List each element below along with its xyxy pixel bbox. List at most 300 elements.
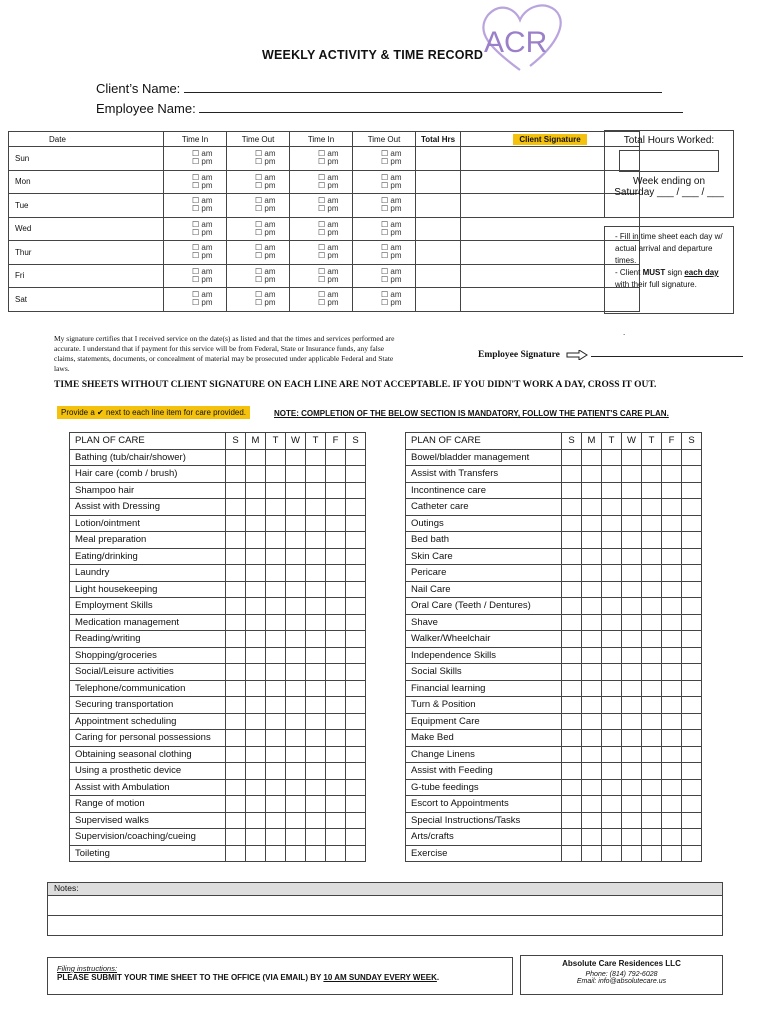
care-check-cell[interactable] xyxy=(226,466,246,483)
care-check-cell[interactable] xyxy=(622,812,642,829)
am-checkbox[interactable]: ☐ am xyxy=(192,172,213,182)
total-hrs-cell[interactable] xyxy=(416,194,461,218)
care-check-cell[interactable] xyxy=(642,812,662,829)
time-cell[interactable] xyxy=(164,170,227,194)
care-check-cell[interactable] xyxy=(246,746,266,763)
am-checkbox[interactable]: ☐ am xyxy=(381,219,402,229)
care-check-cell[interactable] xyxy=(306,647,326,664)
care-check-cell[interactable] xyxy=(266,598,286,615)
care-check-cell[interactable] xyxy=(246,697,266,714)
care-check-cell[interactable] xyxy=(326,812,346,829)
care-check-cell[interactable] xyxy=(582,614,602,631)
care-check-cell[interactable] xyxy=(346,664,366,681)
care-check-cell[interactable] xyxy=(346,647,366,664)
time-cell[interactable] xyxy=(353,288,416,312)
care-check-cell[interactable] xyxy=(622,515,642,532)
care-check-cell[interactable] xyxy=(602,532,622,549)
care-check-cell[interactable] xyxy=(346,746,366,763)
care-check-cell[interactable] xyxy=(682,614,702,631)
care-check-cell[interactable] xyxy=(562,449,582,466)
care-check-cell[interactable] xyxy=(602,680,622,697)
care-check-cell[interactable] xyxy=(662,449,682,466)
time-cell[interactable] xyxy=(164,194,227,218)
care-check-cell[interactable] xyxy=(682,466,702,483)
care-check-cell[interactable] xyxy=(326,829,346,846)
time-cell[interactable] xyxy=(353,217,416,241)
care-check-cell[interactable] xyxy=(226,532,246,549)
care-check-cell[interactable] xyxy=(562,812,582,829)
pm-checkbox[interactable]: ☐ pm xyxy=(255,298,276,308)
care-check-cell[interactable] xyxy=(246,482,266,499)
care-check-cell[interactable] xyxy=(346,548,366,565)
care-check-cell[interactable] xyxy=(662,680,682,697)
care-check-cell[interactable] xyxy=(326,499,346,516)
care-check-cell[interactable] xyxy=(662,532,682,549)
care-check-cell[interactable] xyxy=(266,449,286,466)
care-check-cell[interactable] xyxy=(562,730,582,747)
care-check-cell[interactable] xyxy=(226,565,246,582)
care-check-cell[interactable] xyxy=(622,730,642,747)
time-cell[interactable] xyxy=(164,264,227,288)
care-check-cell[interactable] xyxy=(326,482,346,499)
care-check-cell[interactable] xyxy=(622,548,642,565)
pm-checkbox[interactable]: ☐ pm xyxy=(192,251,213,261)
care-check-cell[interactable] xyxy=(642,680,662,697)
care-check-cell[interactable] xyxy=(562,845,582,862)
care-check-cell[interactable] xyxy=(682,680,702,697)
care-check-cell[interactable] xyxy=(642,449,662,466)
care-check-cell[interactable] xyxy=(622,499,642,516)
care-check-cell[interactable] xyxy=(226,482,246,499)
time-cell[interactable] xyxy=(227,217,290,241)
care-check-cell[interactable] xyxy=(582,664,602,681)
care-check-cell[interactable] xyxy=(346,515,366,532)
pm-checkbox[interactable]: ☐ pm xyxy=(381,298,402,308)
care-check-cell[interactable] xyxy=(642,466,662,483)
care-check-cell[interactable] xyxy=(246,532,266,549)
care-check-cell[interactable] xyxy=(306,581,326,598)
care-check-cell[interactable] xyxy=(326,779,346,796)
care-check-cell[interactable] xyxy=(682,730,702,747)
care-check-cell[interactable] xyxy=(266,614,286,631)
care-check-cell[interactable] xyxy=(286,548,306,565)
care-check-cell[interactable] xyxy=(346,713,366,730)
care-check-cell[interactable] xyxy=(602,449,622,466)
total-hrs-cell[interactable] xyxy=(416,241,461,265)
care-check-cell[interactable] xyxy=(642,548,662,565)
care-check-cell[interactable] xyxy=(326,763,346,780)
time-cell[interactable] xyxy=(353,264,416,288)
care-check-cell[interactable] xyxy=(266,779,286,796)
care-check-cell[interactable] xyxy=(326,845,346,862)
time-cell[interactable] xyxy=(353,170,416,194)
time-cell[interactable] xyxy=(164,217,227,241)
care-check-cell[interactable] xyxy=(562,763,582,780)
pm-checkbox[interactable]: ☐ pm xyxy=(318,180,339,190)
care-check-cell[interactable] xyxy=(662,713,682,730)
care-check-cell[interactable] xyxy=(582,499,602,516)
care-check-cell[interactable] xyxy=(662,812,682,829)
care-check-cell[interactable] xyxy=(246,515,266,532)
am-checkbox[interactable]: ☐ am xyxy=(255,172,276,182)
care-check-cell[interactable] xyxy=(602,845,622,862)
care-check-cell[interactable] xyxy=(226,598,246,615)
total-hrs-cell[interactable] xyxy=(416,147,461,171)
care-check-cell[interactable] xyxy=(306,499,326,516)
care-check-cell[interactable] xyxy=(326,565,346,582)
care-check-cell[interactable] xyxy=(346,730,366,747)
care-check-cell[interactable] xyxy=(562,482,582,499)
care-check-cell[interactable] xyxy=(582,829,602,846)
care-check-cell[interactable] xyxy=(226,581,246,598)
care-check-cell[interactable] xyxy=(226,647,246,664)
care-check-cell[interactable] xyxy=(326,581,346,598)
pm-checkbox[interactable]: ☐ pm xyxy=(192,180,213,190)
care-check-cell[interactable] xyxy=(306,730,326,747)
care-check-cell[interactable] xyxy=(682,499,702,516)
care-check-cell[interactable] xyxy=(326,614,346,631)
care-check-cell[interactable] xyxy=(226,680,246,697)
care-check-cell[interactable] xyxy=(582,482,602,499)
care-check-cell[interactable] xyxy=(326,515,346,532)
time-cell[interactable] xyxy=(290,170,353,194)
care-check-cell[interactable] xyxy=(226,779,246,796)
care-check-cell[interactable] xyxy=(642,482,662,499)
care-check-cell[interactable] xyxy=(326,713,346,730)
care-check-cell[interactable] xyxy=(642,614,662,631)
time-cell[interactable] xyxy=(164,288,227,312)
care-check-cell[interactable] xyxy=(246,614,266,631)
care-check-cell[interactable] xyxy=(642,713,662,730)
care-check-cell[interactable] xyxy=(226,845,246,862)
time-cell[interactable] xyxy=(227,288,290,312)
care-check-cell[interactable] xyxy=(286,482,306,499)
care-check-cell[interactable] xyxy=(246,763,266,780)
care-check-cell[interactable] xyxy=(602,515,622,532)
care-check-cell[interactable] xyxy=(286,647,306,664)
care-check-cell[interactable] xyxy=(662,697,682,714)
care-check-cell[interactable] xyxy=(582,631,602,648)
care-check-cell[interactable] xyxy=(246,796,266,813)
time-cell[interactable] xyxy=(290,241,353,265)
care-check-cell[interactable] xyxy=(622,581,642,598)
care-check-cell[interactable] xyxy=(642,581,662,598)
care-check-cell[interactable] xyxy=(622,449,642,466)
care-check-cell[interactable] xyxy=(682,812,702,829)
care-check-cell[interactable] xyxy=(662,664,682,681)
care-check-cell[interactable] xyxy=(602,697,622,714)
care-check-cell[interactable] xyxy=(682,532,702,549)
care-check-cell[interactable] xyxy=(682,779,702,796)
time-cell[interactable] xyxy=(290,194,353,218)
care-check-cell[interactable] xyxy=(306,697,326,714)
am-checkbox[interactable]: ☐ am xyxy=(318,149,339,159)
am-checkbox[interactable]: ☐ am xyxy=(318,196,339,206)
care-check-cell[interactable] xyxy=(246,499,266,516)
care-check-cell[interactable] xyxy=(306,466,326,483)
care-check-cell[interactable] xyxy=(266,664,286,681)
care-check-cell[interactable] xyxy=(582,647,602,664)
care-check-cell[interactable] xyxy=(246,631,266,648)
care-check-cell[interactable] xyxy=(266,730,286,747)
time-cell[interactable] xyxy=(290,147,353,171)
care-check-cell[interactable] xyxy=(306,746,326,763)
care-check-cell[interactable] xyxy=(582,746,602,763)
care-check-cell[interactable] xyxy=(306,812,326,829)
pm-checkbox[interactable]: ☐ pm xyxy=(381,251,402,261)
care-check-cell[interactable] xyxy=(266,680,286,697)
saturday-date-field[interactable]: Saturday ___ / ___ / ___ xyxy=(614,187,724,198)
pm-checkbox[interactable]: ☐ pm xyxy=(255,157,276,167)
pm-checkbox[interactable]: ☐ pm xyxy=(255,204,276,214)
care-check-cell[interactable] xyxy=(562,515,582,532)
pm-checkbox[interactable]: ☐ pm xyxy=(381,157,402,167)
care-check-cell[interactable] xyxy=(246,581,266,598)
care-check-cell[interactable] xyxy=(662,763,682,780)
care-check-cell[interactable] xyxy=(582,565,602,582)
care-check-cell[interactable] xyxy=(346,581,366,598)
care-check-cell[interactable] xyxy=(682,598,702,615)
care-check-cell[interactable] xyxy=(306,598,326,615)
care-check-cell[interactable] xyxy=(326,631,346,648)
care-check-cell[interactable] xyxy=(682,713,702,730)
care-check-cell[interactable] xyxy=(286,829,306,846)
pm-checkbox[interactable]: ☐ pm xyxy=(192,227,213,237)
care-check-cell[interactable] xyxy=(562,697,582,714)
care-check-cell[interactable] xyxy=(326,548,346,565)
care-check-cell[interactable] xyxy=(562,647,582,664)
care-check-cell[interactable] xyxy=(682,796,702,813)
pm-checkbox[interactable]: ☐ pm xyxy=(192,274,213,284)
care-check-cell[interactable] xyxy=(662,515,682,532)
care-check-cell[interactable] xyxy=(642,631,662,648)
care-check-cell[interactable] xyxy=(226,548,246,565)
care-check-cell[interactable] xyxy=(682,829,702,846)
care-check-cell[interactable] xyxy=(622,697,642,714)
care-check-cell[interactable] xyxy=(602,664,622,681)
care-check-cell[interactable] xyxy=(266,746,286,763)
care-check-cell[interactable] xyxy=(682,631,702,648)
am-checkbox[interactable]: ☐ am xyxy=(255,149,276,159)
care-check-cell[interactable] xyxy=(582,845,602,862)
am-checkbox[interactable]: ☐ am xyxy=(381,290,402,300)
care-check-cell[interactable] xyxy=(582,779,602,796)
care-check-cell[interactable] xyxy=(602,730,622,747)
care-check-cell[interactable] xyxy=(662,829,682,846)
care-check-cell[interactable] xyxy=(642,796,662,813)
care-check-cell[interactable] xyxy=(266,631,286,648)
care-check-cell[interactable] xyxy=(326,449,346,466)
care-check-cell[interactable] xyxy=(622,796,642,813)
care-check-cell[interactable] xyxy=(562,581,582,598)
care-check-cell[interactable] xyxy=(286,466,306,483)
care-check-cell[interactable] xyxy=(662,581,682,598)
care-check-cell[interactable] xyxy=(286,680,306,697)
care-check-cell[interactable] xyxy=(246,466,266,483)
care-check-cell[interactable] xyxy=(602,713,622,730)
care-check-cell[interactable] xyxy=(246,449,266,466)
care-check-cell[interactable] xyxy=(682,515,702,532)
care-check-cell[interactable] xyxy=(602,598,622,615)
care-check-cell[interactable] xyxy=(662,845,682,862)
care-check-cell[interactable] xyxy=(346,680,366,697)
care-check-cell[interactable] xyxy=(286,614,306,631)
time-cell[interactable] xyxy=(353,147,416,171)
pm-checkbox[interactable]: ☐ pm xyxy=(318,157,339,167)
care-check-cell[interactable] xyxy=(682,697,702,714)
care-check-cell[interactable] xyxy=(346,614,366,631)
care-check-cell[interactable] xyxy=(226,664,246,681)
care-check-cell[interactable] xyxy=(562,779,582,796)
care-check-cell[interactable] xyxy=(326,680,346,697)
care-check-cell[interactable] xyxy=(306,515,326,532)
care-check-cell[interactable] xyxy=(286,763,306,780)
care-check-cell[interactable] xyxy=(286,532,306,549)
care-check-cell[interactable] xyxy=(306,796,326,813)
care-check-cell[interactable] xyxy=(226,812,246,829)
care-check-cell[interactable] xyxy=(326,746,346,763)
care-check-cell[interactable] xyxy=(582,466,602,483)
care-check-cell[interactable] xyxy=(326,697,346,714)
care-check-cell[interactable] xyxy=(562,796,582,813)
care-check-cell[interactable] xyxy=(642,845,662,862)
care-check-cell[interactable] xyxy=(266,565,286,582)
care-check-cell[interactable] xyxy=(582,532,602,549)
care-check-cell[interactable] xyxy=(602,614,622,631)
am-checkbox[interactable]: ☐ am xyxy=(192,196,213,206)
care-check-cell[interactable] xyxy=(346,532,366,549)
am-checkbox[interactable]: ☐ am xyxy=(192,290,213,300)
care-check-cell[interactable] xyxy=(662,779,682,796)
care-check-cell[interactable] xyxy=(662,614,682,631)
care-check-cell[interactable] xyxy=(622,565,642,582)
care-check-cell[interactable] xyxy=(266,515,286,532)
care-check-cell[interactable] xyxy=(562,713,582,730)
care-check-cell[interactable] xyxy=(266,499,286,516)
care-check-cell[interactable] xyxy=(582,730,602,747)
care-check-cell[interactable] xyxy=(266,713,286,730)
pm-checkbox[interactable]: ☐ pm xyxy=(381,274,402,284)
pm-checkbox[interactable]: ☐ pm xyxy=(381,180,402,190)
pm-checkbox[interactable]: ☐ pm xyxy=(255,227,276,237)
total-hrs-cell[interactable] xyxy=(416,170,461,194)
care-check-cell[interactable] xyxy=(642,763,662,780)
care-check-cell[interactable] xyxy=(286,598,306,615)
employee-name-field[interactable] xyxy=(199,100,683,113)
pm-checkbox[interactable]: ☐ pm xyxy=(318,251,339,261)
care-check-cell[interactable] xyxy=(246,598,266,615)
care-check-cell[interactable] xyxy=(326,598,346,615)
pm-checkbox[interactable]: ☐ pm xyxy=(192,157,213,167)
am-checkbox[interactable]: ☐ am xyxy=(318,172,339,182)
care-check-cell[interactable] xyxy=(622,763,642,780)
care-check-cell[interactable] xyxy=(622,713,642,730)
am-checkbox[interactable]: ☐ am xyxy=(381,243,402,253)
care-check-cell[interactable] xyxy=(246,713,266,730)
care-check-cell[interactable] xyxy=(306,829,326,846)
care-check-cell[interactable] xyxy=(286,779,306,796)
care-check-cell[interactable] xyxy=(326,466,346,483)
care-check-cell[interactable] xyxy=(622,664,642,681)
care-check-cell[interactable] xyxy=(662,499,682,516)
care-check-cell[interactable] xyxy=(266,763,286,780)
am-checkbox[interactable]: ☐ am xyxy=(381,266,402,276)
care-check-cell[interactable] xyxy=(682,565,702,582)
care-check-cell[interactable] xyxy=(682,449,702,466)
care-check-cell[interactable] xyxy=(682,482,702,499)
client-name-field[interactable] xyxy=(184,80,662,93)
care-check-cell[interactable] xyxy=(266,812,286,829)
care-check-cell[interactable] xyxy=(346,697,366,714)
care-check-cell[interactable] xyxy=(246,829,266,846)
care-check-cell[interactable] xyxy=(306,565,326,582)
care-check-cell[interactable] xyxy=(642,532,662,549)
care-check-cell[interactable] xyxy=(266,697,286,714)
care-check-cell[interactable] xyxy=(266,466,286,483)
care-check-cell[interactable] xyxy=(562,499,582,516)
care-check-cell[interactable] xyxy=(266,581,286,598)
care-check-cell[interactable] xyxy=(246,730,266,747)
care-check-cell[interactable] xyxy=(562,664,582,681)
am-checkbox[interactable]: ☐ am xyxy=(381,172,402,182)
time-cell[interactable] xyxy=(353,194,416,218)
am-checkbox[interactable]: ☐ am xyxy=(318,266,339,276)
care-check-cell[interactable] xyxy=(306,631,326,648)
care-check-cell[interactable] xyxy=(226,499,246,516)
care-check-cell[interactable] xyxy=(562,631,582,648)
care-check-cell[interactable] xyxy=(642,647,662,664)
care-check-cell[interactable] xyxy=(306,449,326,466)
am-checkbox[interactable]: ☐ am xyxy=(318,243,339,253)
care-check-cell[interactable] xyxy=(622,614,642,631)
care-check-cell[interactable] xyxy=(642,565,662,582)
care-check-cell[interactable] xyxy=(562,598,582,615)
pm-checkbox[interactable]: ☐ pm xyxy=(255,180,276,190)
pm-checkbox[interactable]: ☐ pm xyxy=(318,227,339,237)
care-check-cell[interactable] xyxy=(682,746,702,763)
care-check-cell[interactable] xyxy=(682,581,702,598)
care-check-cell[interactable] xyxy=(346,796,366,813)
care-check-cell[interactable] xyxy=(602,746,622,763)
care-check-cell[interactable] xyxy=(286,746,306,763)
care-check-cell[interactable] xyxy=(286,713,306,730)
am-checkbox[interactable]: ☐ am xyxy=(255,243,276,253)
care-check-cell[interactable] xyxy=(582,515,602,532)
care-check-cell[interactable] xyxy=(326,647,346,664)
care-check-cell[interactable] xyxy=(582,697,602,714)
care-check-cell[interactable] xyxy=(246,548,266,565)
care-check-cell[interactable] xyxy=(642,829,662,846)
pm-checkbox[interactable]: ☐ pm xyxy=(192,204,213,214)
care-check-cell[interactable] xyxy=(346,829,366,846)
care-check-cell[interactable] xyxy=(622,532,642,549)
time-cell[interactable] xyxy=(290,264,353,288)
care-check-cell[interactable] xyxy=(582,598,602,615)
care-check-cell[interactable] xyxy=(286,565,306,582)
care-check-cell[interactable] xyxy=(346,779,366,796)
care-check-cell[interactable] xyxy=(226,449,246,466)
care-check-cell[interactable] xyxy=(662,796,682,813)
care-check-cell[interactable] xyxy=(286,515,306,532)
care-check-cell[interactable] xyxy=(226,631,246,648)
care-check-cell[interactable] xyxy=(682,647,702,664)
care-check-cell[interactable] xyxy=(582,812,602,829)
pm-checkbox[interactable]: ☐ pm xyxy=(255,251,276,261)
care-check-cell[interactable] xyxy=(306,713,326,730)
care-check-cell[interactable] xyxy=(642,779,662,796)
am-checkbox[interactable]: ☐ am xyxy=(255,219,276,229)
care-check-cell[interactable] xyxy=(622,845,642,862)
